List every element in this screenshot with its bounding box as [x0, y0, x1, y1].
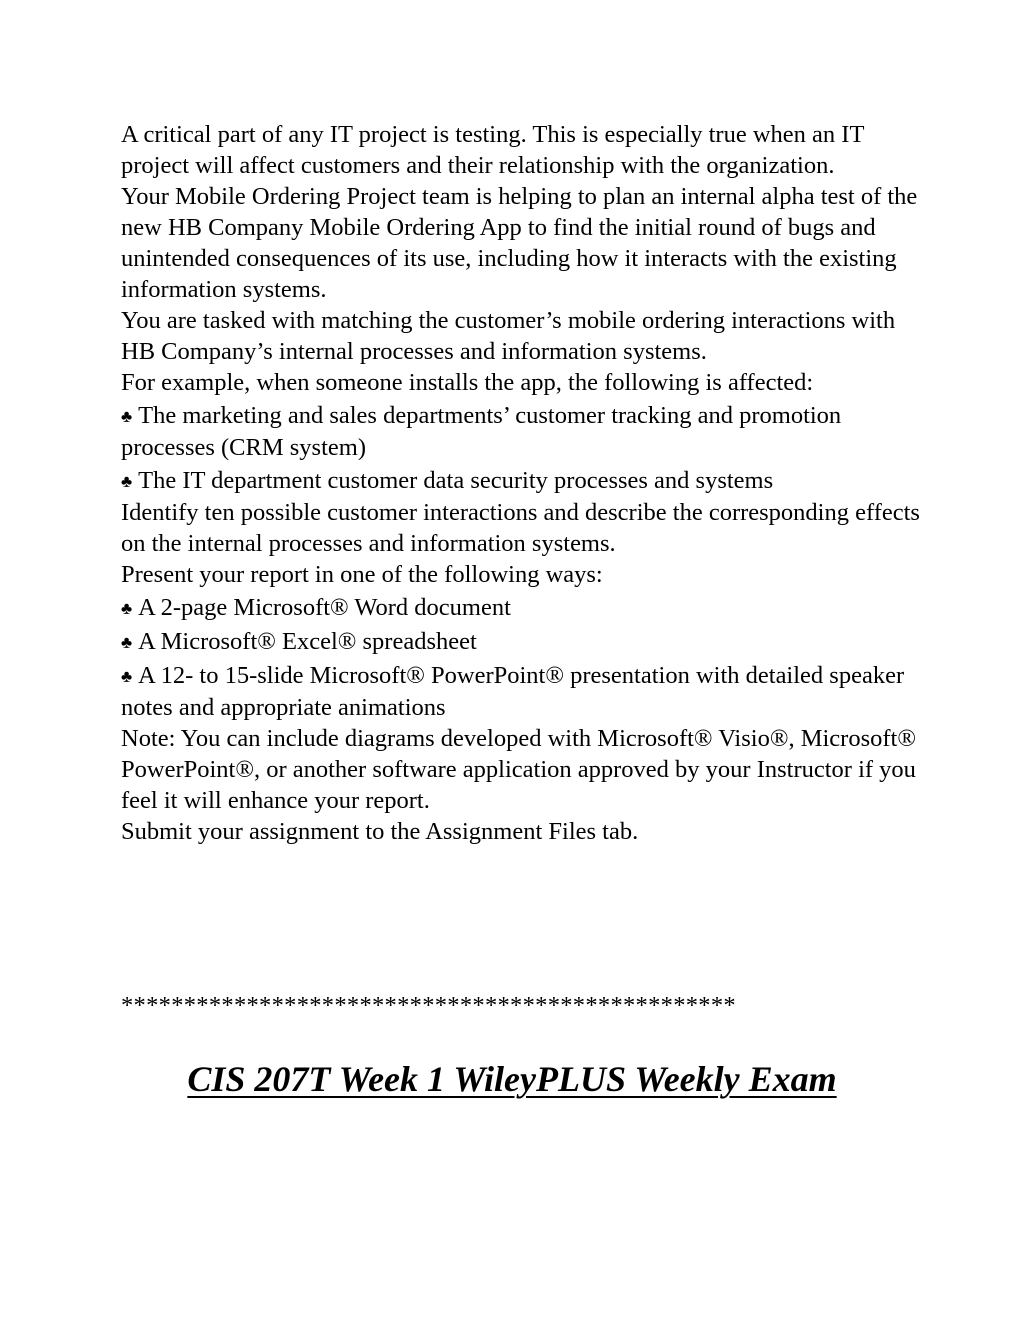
club-bullet-icon: ♣ [121, 633, 133, 652]
intro-paragraph-1: A critical part of any IT project is testing. This is especially true when an IT project will affect customers and their relationship with the organization. [121, 121, 864, 179]
separator-asterisks: ************************************************* [121, 992, 736, 1019]
club-bullet-icon: ♣ [121, 599, 133, 618]
format-bullet-3-text: A 12- to 15-slide Microsoft® PowerPoint® presentation with detailed speaker notes and appropriate animations [121, 662, 905, 721]
affected-bullet-2-text: The IT department customer data security processes and systems [138, 467, 774, 494]
format-bullet-3 [121, 658, 921, 723]
format-bullet-1 [121, 590, 921, 624]
next-section-heading: CIS 207T Week 1 WileyPLUS Weekly Exam [187, 1059, 837, 1099]
format-bullet-2-text: A Microsoft® Excel® spreadsheet [138, 628, 477, 655]
intro-paragraph-3: You are tasked with matching the customer’s mobile ordering interactions with HB Company’s internal processes and information systems. [121, 307, 896, 365]
submit-paragraph: Submit your assignment to the Assignment Files tab. [121, 818, 639, 845]
intro-paragraph-4: For example, when someone installs the app, the following is affected: [121, 369, 814, 396]
club-bullet-icon: ♣ [121, 667, 133, 686]
format-bullet-1-text: A 2-page Microsoft® Word document [138, 594, 511, 621]
document-body [121, 119, 921, 847]
affected-bullet-1-text: The marketing and sales departments’ customer tracking and promotion processes (CRM system) [121, 402, 842, 461]
affected-bullet-1 [121, 398, 921, 463]
club-bullet-icon: ♣ [121, 407, 133, 426]
task-paragraph-2: Present your report in one of the following ways: [121, 561, 603, 588]
task-paragraph-1: Identify ten possible customer interactions and describe the corresponding effects on the internal processes and information systems. [121, 499, 920, 557]
affected-bullet-2 [121, 463, 921, 497]
note-paragraph: Note: You can include diagrams developed with Microsoft® Visio®, Microsoft® PowerPoint®, or another software application approved by your Instructor if you feel it will enhance your report. [121, 725, 916, 814]
intro-paragraph-2: Your Mobile Ordering Project team is helping to plan an internal alpha test of the new HB Company Mobile Ordering App to find the initial round of bugs and unintended consequences of its use, including how it interacts with the existing information systems. [121, 183, 918, 303]
format-bullet-2 [121, 624, 921, 658]
club-bullet-icon: ♣ [121, 472, 133, 491]
